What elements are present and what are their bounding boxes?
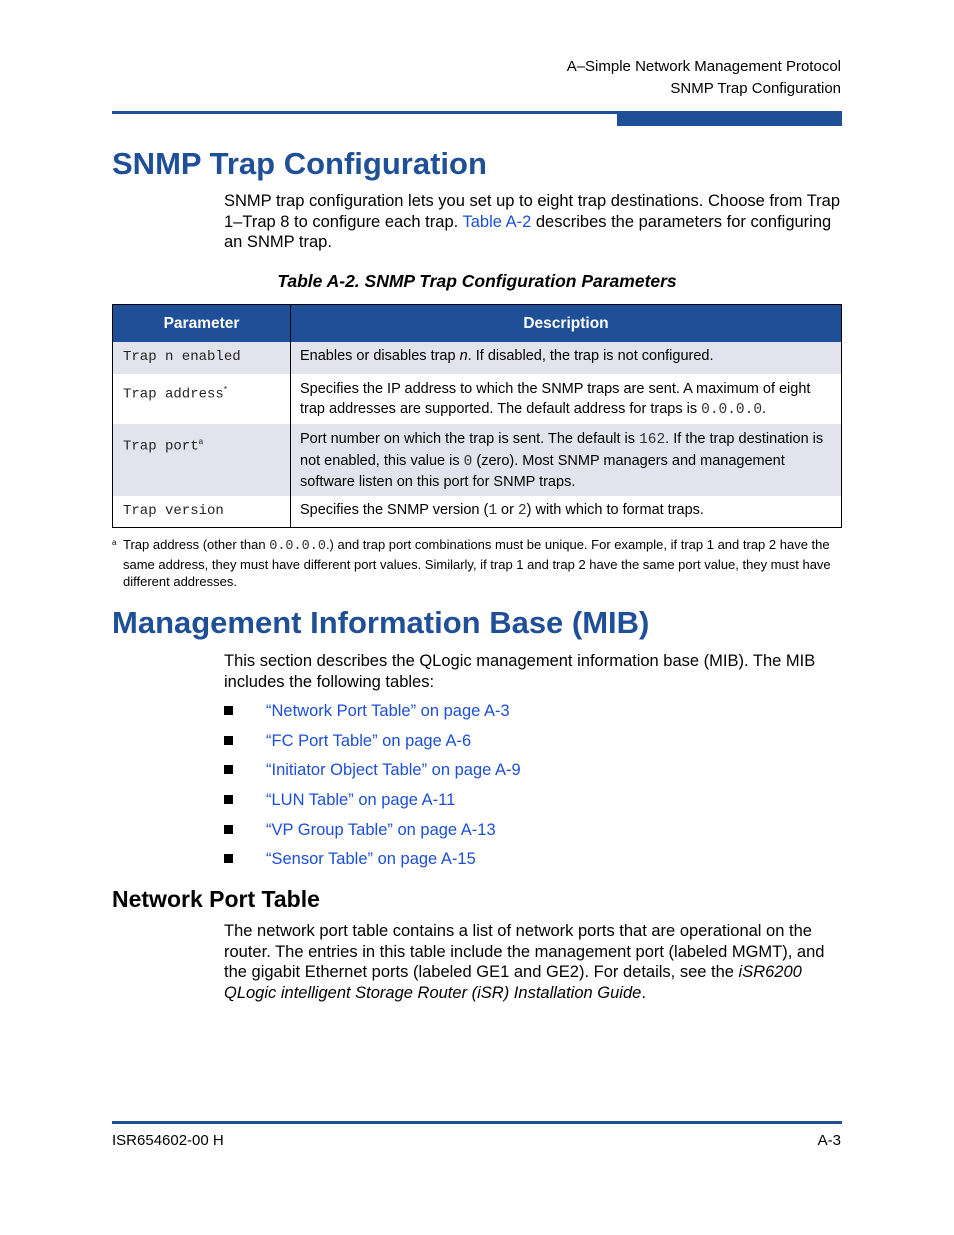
parameter-cell xyxy=(113,342,291,374)
parameter-cell xyxy=(113,424,291,496)
description-code: 2 xyxy=(517,503,527,519)
bullet-icon xyxy=(224,795,233,804)
description-text: . If disabled, the trap is not configured. xyxy=(467,348,714,364)
header-rule-bar xyxy=(617,111,842,126)
footnote-text: .) and trap port combinations must be unique. For example, if trap 1 and trap 2 have the same address, they must have different port values. Similarly, if trap 1 and trap 2 have the same port value, they must have different addresses. xyxy=(123,537,831,589)
body-text: . xyxy=(641,983,646,1002)
description-text: . If the trap destination is not enabled, this value is xyxy=(300,431,824,469)
description-cell xyxy=(291,374,842,424)
description-cell xyxy=(291,424,842,496)
description-code: 162 xyxy=(639,432,666,448)
network-port-table-link[interactable]: “Network Port Table” on page A-3 xyxy=(266,702,510,720)
list-item xyxy=(224,729,521,759)
table-row xyxy=(113,342,842,374)
network-port-body xyxy=(224,921,842,1003)
vp-group-table-link[interactable]: “VP Group Table” on page A-13 xyxy=(266,820,496,839)
intro-text-end: describes the parameters for configuring an SNMP trap. xyxy=(224,212,832,251)
description-italic: n xyxy=(459,348,468,364)
footnote-code: 0.0.0.0 xyxy=(269,539,326,554)
table-caption: Table A-2. SNMP Trap Configuration Parameters xyxy=(277,271,677,291)
description-text: Enables or disables trap xyxy=(300,348,460,364)
description-code: 0 xyxy=(463,453,473,470)
body-text: The network port table contains a list of network ports that are operational on the router. The entries in this table include the management port (labeled MGMT), and the gigabit Ethernet ports (labeled GE1 and GE2). For details, see the xyxy=(224,922,825,981)
footnote-marker: * xyxy=(223,385,227,394)
sensor-table-link[interactable]: “Sensor Table” on page A-15 xyxy=(266,850,476,869)
description-cell xyxy=(291,342,842,374)
description-text: ) with which to format traps. xyxy=(526,502,704,518)
trap-parameters-table xyxy=(112,304,842,528)
description-text: Specifies the SNMP version ( xyxy=(300,502,489,518)
table-row xyxy=(113,424,842,496)
initiator-object-table-link[interactable]: “Initiator Object Table” on page A-9 xyxy=(266,761,521,780)
table-footnote xyxy=(112,536,842,591)
table-a2-link[interactable]: Table A-2 xyxy=(462,212,532,231)
table-row xyxy=(113,496,842,527)
list-item xyxy=(224,699,521,729)
footer-doc-id: ISR654602-00 H xyxy=(112,1132,224,1149)
footnote-marker: a xyxy=(198,437,204,446)
running-header-chapter: A–Simple Network Management Protocol xyxy=(566,58,841,75)
description-code: 0.0.0.0 xyxy=(701,401,763,418)
mib-table-list xyxy=(224,699,521,877)
parameter-cell xyxy=(113,496,291,527)
list-item xyxy=(224,818,521,848)
footnote-text: Trap address (other than xyxy=(123,537,270,552)
description-text: Port number on which the trap is sent. The default is xyxy=(300,431,640,447)
bullet-icon xyxy=(224,765,233,774)
section-title-mib: Management Information Base (MIB) xyxy=(112,605,650,640)
table-row xyxy=(113,374,842,424)
parameter-name: Trap version xyxy=(123,503,224,519)
description-cell xyxy=(291,496,842,527)
parameter-name: Trap address xyxy=(123,386,224,403)
description-text: (zero). Most SNMP managers and management software listen on this port for SNMP traps. xyxy=(300,452,785,490)
subsection-title-network-port: Network Port Table xyxy=(112,886,320,912)
footnote-marker: a xyxy=(112,538,117,547)
bullet-icon xyxy=(224,706,233,715)
guide-title: iSR6200 QLogic intelligent Storage Router (iSR) Installation Guide xyxy=(224,963,802,1002)
bullet-icon xyxy=(224,825,233,834)
running-header-section: SNMP Trap Configuration xyxy=(670,80,841,97)
fc-port-table-link[interactable]: “FC Port Table” on page A-6 xyxy=(266,731,472,750)
list-item xyxy=(224,758,521,788)
intro-text: SNMP trap configuration lets you set up to eight trap destinations. Choose from Trap 1–Trap 8 to configure each trap. xyxy=(224,192,841,231)
section-title-snmp-trap: SNMP Trap Configuration xyxy=(112,146,487,181)
description-text: or xyxy=(497,502,518,518)
table-header-row xyxy=(113,305,842,343)
column-header-parameter: Parameter xyxy=(113,305,291,343)
column-header-description: Description xyxy=(291,305,842,343)
list-item xyxy=(224,847,521,877)
bullet-icon xyxy=(224,854,233,863)
header-rule xyxy=(112,111,617,114)
parameter-name: Trap n enabled xyxy=(123,349,241,365)
description-code: 1 xyxy=(488,503,498,519)
parameter-name: Trap port xyxy=(123,438,199,455)
list-item xyxy=(224,788,521,818)
mib-intro: This section describes the QLogic management information base (MIB). The MIB includes the following tables: xyxy=(224,652,816,691)
snmp-trap-intro xyxy=(224,191,842,253)
lun-table-link[interactable]: “LUN Table” on page A-11 xyxy=(266,791,456,810)
description-text: . xyxy=(762,400,767,417)
footer-rule xyxy=(112,1121,842,1124)
footer-page-number: A-3 xyxy=(817,1132,841,1149)
parameter-cell xyxy=(113,374,291,424)
description-text: Specifies the IP address to which the SNMP traps are sent. A maximum of eight trap addresses are supported. The default address for traps is xyxy=(300,381,811,417)
bullet-icon xyxy=(224,736,233,745)
